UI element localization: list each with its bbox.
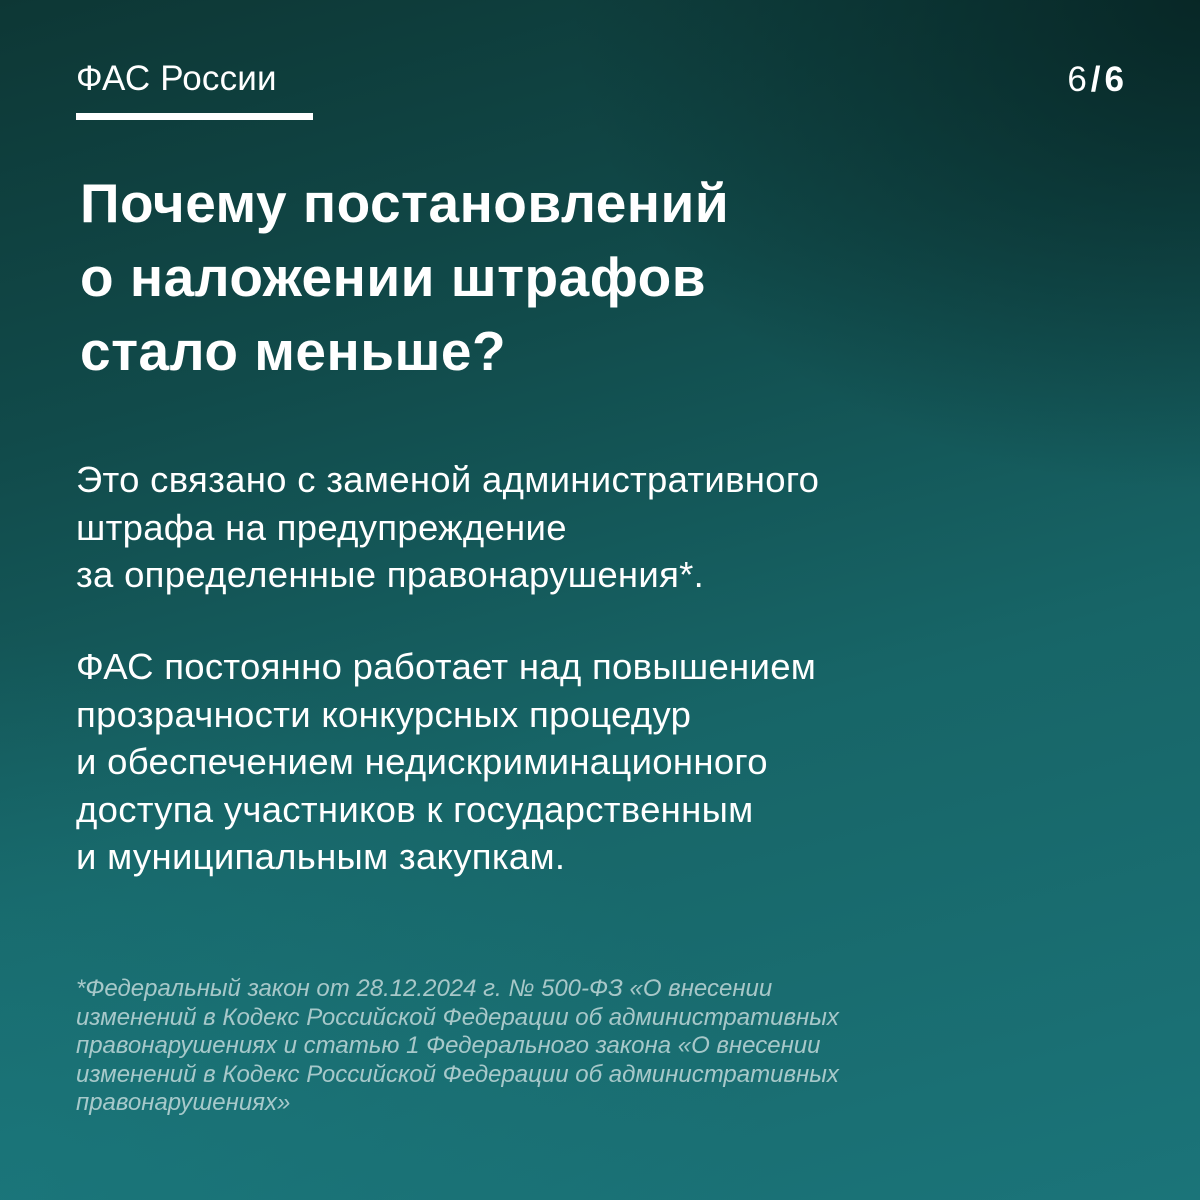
body-paragraph-reason (76, 456, 1136, 599)
paragraph-line: штрафа на предупреждение (76, 506, 567, 548)
paragraph-line: и муниципальным закупкам. (76, 836, 566, 877)
paragraph-line: прозрачности конкурсных процедур (76, 693, 692, 735)
page-total: 6 (1104, 60, 1124, 99)
title-line: стало меньше? (80, 320, 507, 382)
page-separator: / (1090, 60, 1101, 99)
footnote (76, 975, 1136, 1118)
footnote-line: *Федеральный закон от 28.12.2024 г. № 500-ФЗ «О внесении (76, 975, 773, 1002)
brand-block (76, 52, 313, 120)
brand-underline (76, 113, 313, 120)
page-current: 6 (1067, 60, 1087, 99)
paragraph-line: и обеспечением недискриминационного (76, 741, 768, 782)
paragraph-line: за определенные правонарушения*. (76, 554, 705, 595)
footnote-line: правонарушениях» (76, 1089, 291, 1116)
paragraph-line: ФАС постоянно работает над повышением (76, 646, 817, 687)
footnote-line: изменений в Кодекс Российской Федерации об административных (76, 1003, 839, 1031)
footnote-line: изменений в Кодекс Российской Федерации об административных (76, 1060, 839, 1088)
body-paragraph-fas-work (76, 643, 1136, 881)
page-counter (1067, 58, 1124, 102)
brand-name: ФАС России (76, 59, 277, 98)
paragraph-line: доступа участников к государственным (76, 788, 754, 830)
title-line: Почему постановлений (80, 172, 730, 234)
footnote-line: правонарушениях и статью 1 Федерального закона «О внесении (76, 1032, 821, 1059)
paragraph-line: Это связано с заменой административного (76, 459, 820, 500)
slide-title (80, 166, 1120, 388)
title-line: о наложении штрафов (80, 246, 707, 308)
